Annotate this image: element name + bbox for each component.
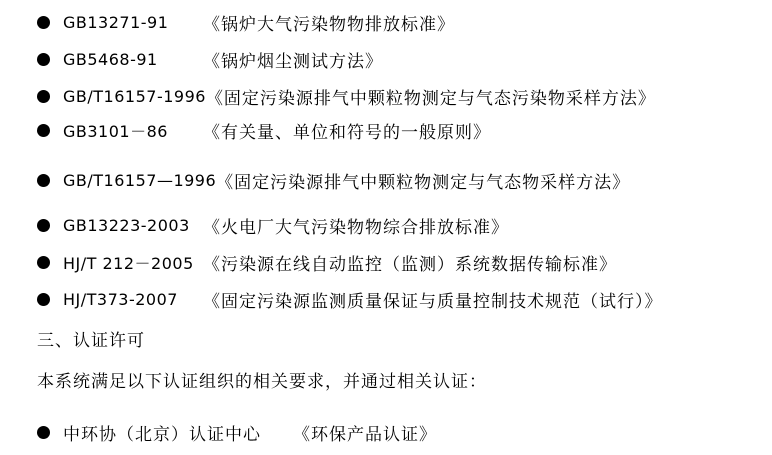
bullet-icon (37, 293, 50, 306)
standard-code: GB/T16157-1996 (63, 86, 206, 106)
standard-list-item (37, 289, 754, 312)
standard-code: GB13271-91 (63, 12, 169, 32)
standard-code: HJ/T373-2007 (63, 289, 178, 309)
standard-title: 《污染源在线自动监控（监测）系统数据传输标准》 (203, 254, 617, 275)
bullet-icon (37, 174, 50, 187)
section-heading: 三、认证许可 (37, 331, 145, 351)
standard-title: 《锅炉烟尘测试方法》 (203, 51, 383, 72)
standard-title: 《固定污染源监测质量保证与质量控制技术规范（试行）》 (203, 291, 663, 312)
bullet-icon (37, 53, 50, 66)
bullet-icon (37, 124, 50, 137)
certification-item (37, 422, 754, 445)
standard-code: GB/T16157—1996 (63, 170, 217, 190)
bullet-icon (37, 90, 50, 103)
standard-code: GB5468-91 (63, 49, 158, 69)
standard-code: HJ/T 212－2005 (63, 253, 194, 273)
standard-title: 《固定污染源排气中颗粒物测定与气态物采样方法》 (216, 172, 631, 193)
standard-list-item (37, 49, 754, 72)
bullet-icon (37, 256, 50, 269)
standard-title: 《锅炉大气污染物物排放标准》 (203, 14, 455, 35)
standard-title: 《有关量、单位和符号的一般原则》 (203, 122, 491, 143)
standard-code: GB13223-2003 (63, 215, 190, 235)
bullet-icon (37, 426, 50, 439)
bullet-icon (37, 219, 50, 232)
standard-list-item (37, 252, 754, 275)
standard-title: 《固定污染源排气中颗粒物测定与气态污染物采样方法》 (205, 88, 656, 109)
standard-list-item (37, 170, 754, 193)
bullet-icon (37, 16, 50, 29)
certification-name: 《环保产品认证》 (293, 424, 437, 445)
standard-list-item (37, 12, 754, 35)
standard-title: 《火电厂大气污染物物综合排放标准》 (203, 217, 509, 238)
standards-list (37, 12, 754, 312)
standard-list-item (37, 120, 754, 143)
section-intro: 本系统满足以下认证组织的相关要求，并通过相关认证： (37, 372, 487, 392)
standard-code: GB3101－86 (63, 121, 168, 141)
certification-org: 中环协（北京）认证中心 (63, 424, 261, 445)
standard-list-item (37, 86, 754, 109)
standard-list-item (37, 215, 754, 238)
